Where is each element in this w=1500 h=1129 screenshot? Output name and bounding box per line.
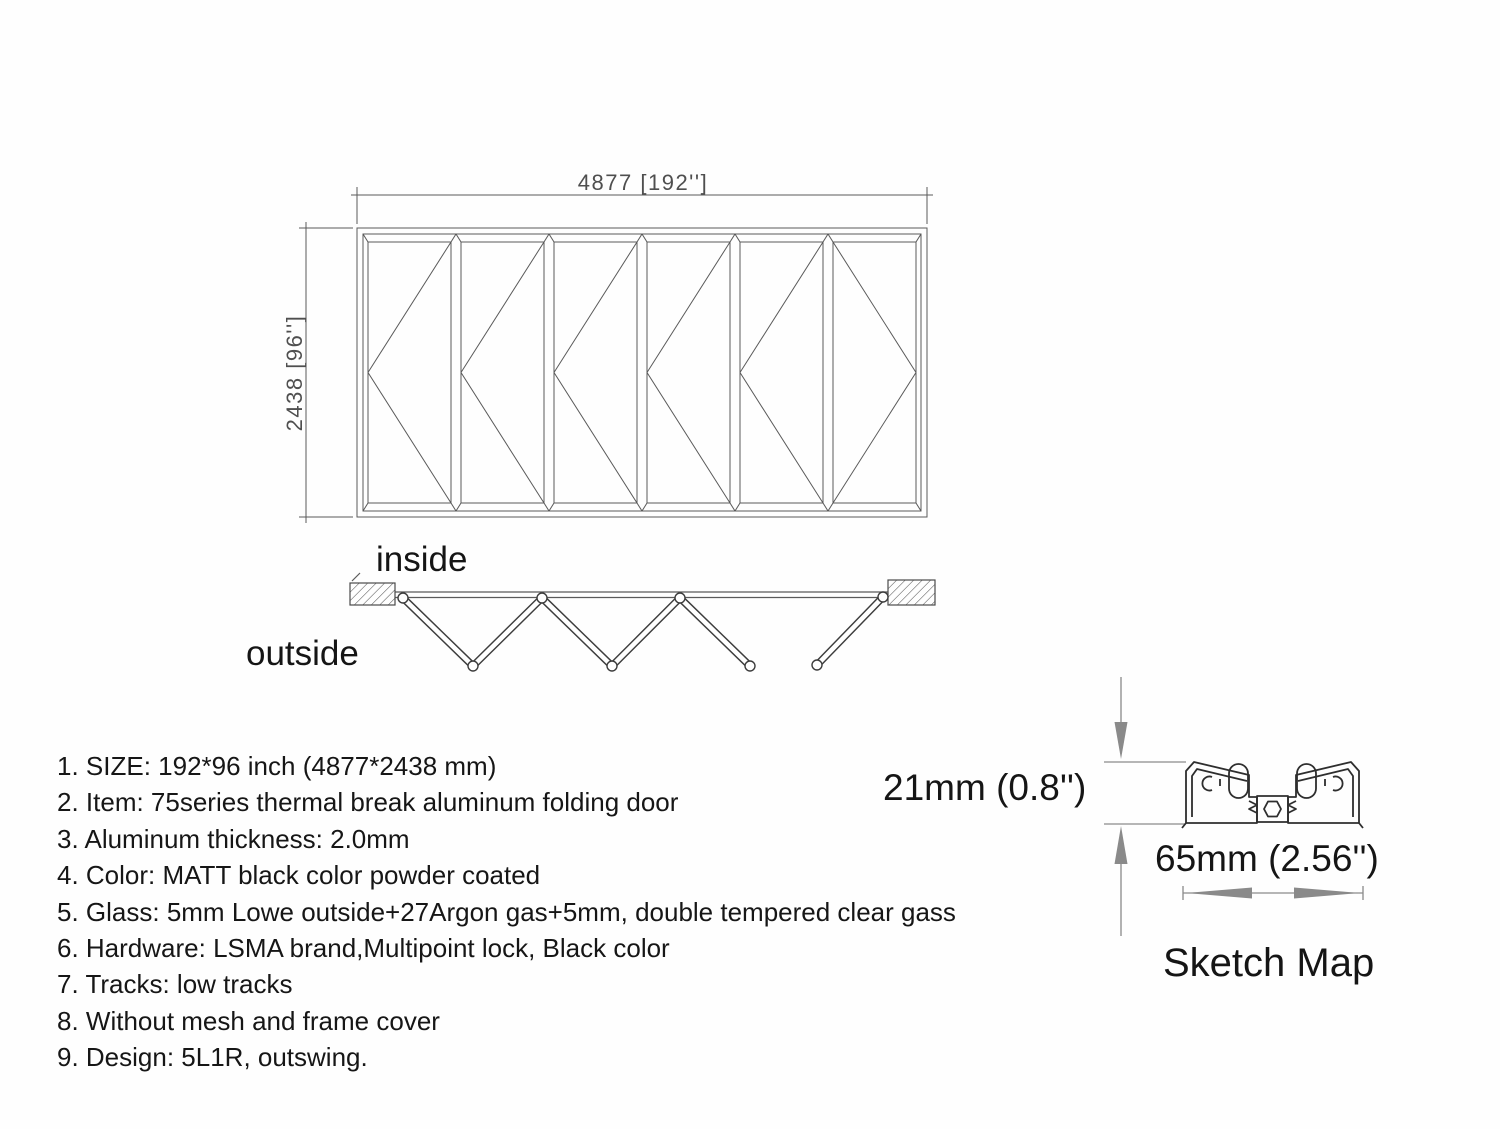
door-panel <box>735 234 828 511</box>
down-arrow-icon <box>1115 722 1128 759</box>
track-profile-sketch <box>1104 677 1363 936</box>
spec-item-6: 6. Hardware: LSMA brand,Multipoint lock, Black color <box>57 933 670 964</box>
door-panel <box>642 234 735 511</box>
height-dimension-text: 2438 [96''] <box>282 314 307 432</box>
folding-plan-view <box>350 573 935 671</box>
spec-item-5: 5. Glass: 5mm Lowe outside+27Argon gas+5mm, double tempered clear gass <box>57 896 956 927</box>
spec-item-3: 3. Aluminum thickness: 2.0mm <box>57 823 410 854</box>
hinge-circle <box>398 593 408 603</box>
track-height-dimension-text: 21mm (0.8'') <box>883 767 1087 808</box>
fold-left-chevron <box>461 242 544 503</box>
door-panel <box>456 234 549 511</box>
spec-item-9: 9. Design: 5L1R, outswing. <box>57 1042 368 1073</box>
door-panel <box>363 234 456 511</box>
spec-item-4: 4. Color: MATT black color powder coated <box>57 860 541 891</box>
center-connector <box>1257 796 1288 822</box>
folding-panel-bars <box>398 592 888 671</box>
clip <box>1202 777 1212 791</box>
left-wall-hatch-tail <box>352 573 360 581</box>
width-dimension-text: 4877 [192''] <box>577 170 709 195</box>
fold-left-chevron <box>554 242 637 503</box>
door-panel <box>549 234 642 511</box>
right-wall-hatch <box>888 580 935 605</box>
hinge-circle <box>812 660 822 670</box>
track-width-dimension-text: 65mm (2.56'') <box>1155 838 1379 879</box>
door-elevation-drawing <box>299 187 933 523</box>
track-profile-left-half <box>1182 762 1257 828</box>
hinge-circle <box>468 661 478 671</box>
outside-label: outside <box>246 634 359 673</box>
right-arrow-icon <box>1294 888 1360 899</box>
fold-left-chevron <box>740 242 823 503</box>
door-inner-frame <box>363 234 921 511</box>
spec-item-7: 7. Tracks: low tracks <box>57 969 293 1000</box>
fold-right-chevron <box>833 242 916 503</box>
left-wall-hatch <box>350 583 395 605</box>
spec-item-1: 1. SIZE: 192*96 inch (4877*2438 mm) <box>57 751 497 781</box>
hinge-circle <box>537 593 547 603</box>
hinge-circle <box>607 661 617 671</box>
spec-list <box>57 748 956 1076</box>
door-panel <box>828 234 921 511</box>
inside-label: inside <box>376 540 468 579</box>
fold-left-chevron <box>368 242 451 503</box>
spec-item-8: 8. Without mesh and frame cover <box>57 1005 440 1036</box>
track-profile-right-half <box>1288 762 1363 828</box>
hinge-circle <box>878 592 888 602</box>
door-outer-frame <box>357 228 927 517</box>
left-arrow-icon <box>1186 888 1252 899</box>
sketch-map-caption: Sketch Map <box>1163 941 1375 985</box>
spec-item-2: 2. Item: 75series thermal break aluminum folding door <box>57 787 679 818</box>
up-arrow-icon <box>1115 826 1128 864</box>
hex-nut <box>1264 802 1281 817</box>
connector-clip <box>1249 801 1257 813</box>
hinge-circle <box>675 593 685 603</box>
height-dimension-arrows <box>1104 677 1186 936</box>
hinge-circle <box>745 661 755 671</box>
fold-left-chevron <box>647 242 730 503</box>
width-dimension-line <box>1183 886 1363 900</box>
door-panels <box>363 234 921 511</box>
